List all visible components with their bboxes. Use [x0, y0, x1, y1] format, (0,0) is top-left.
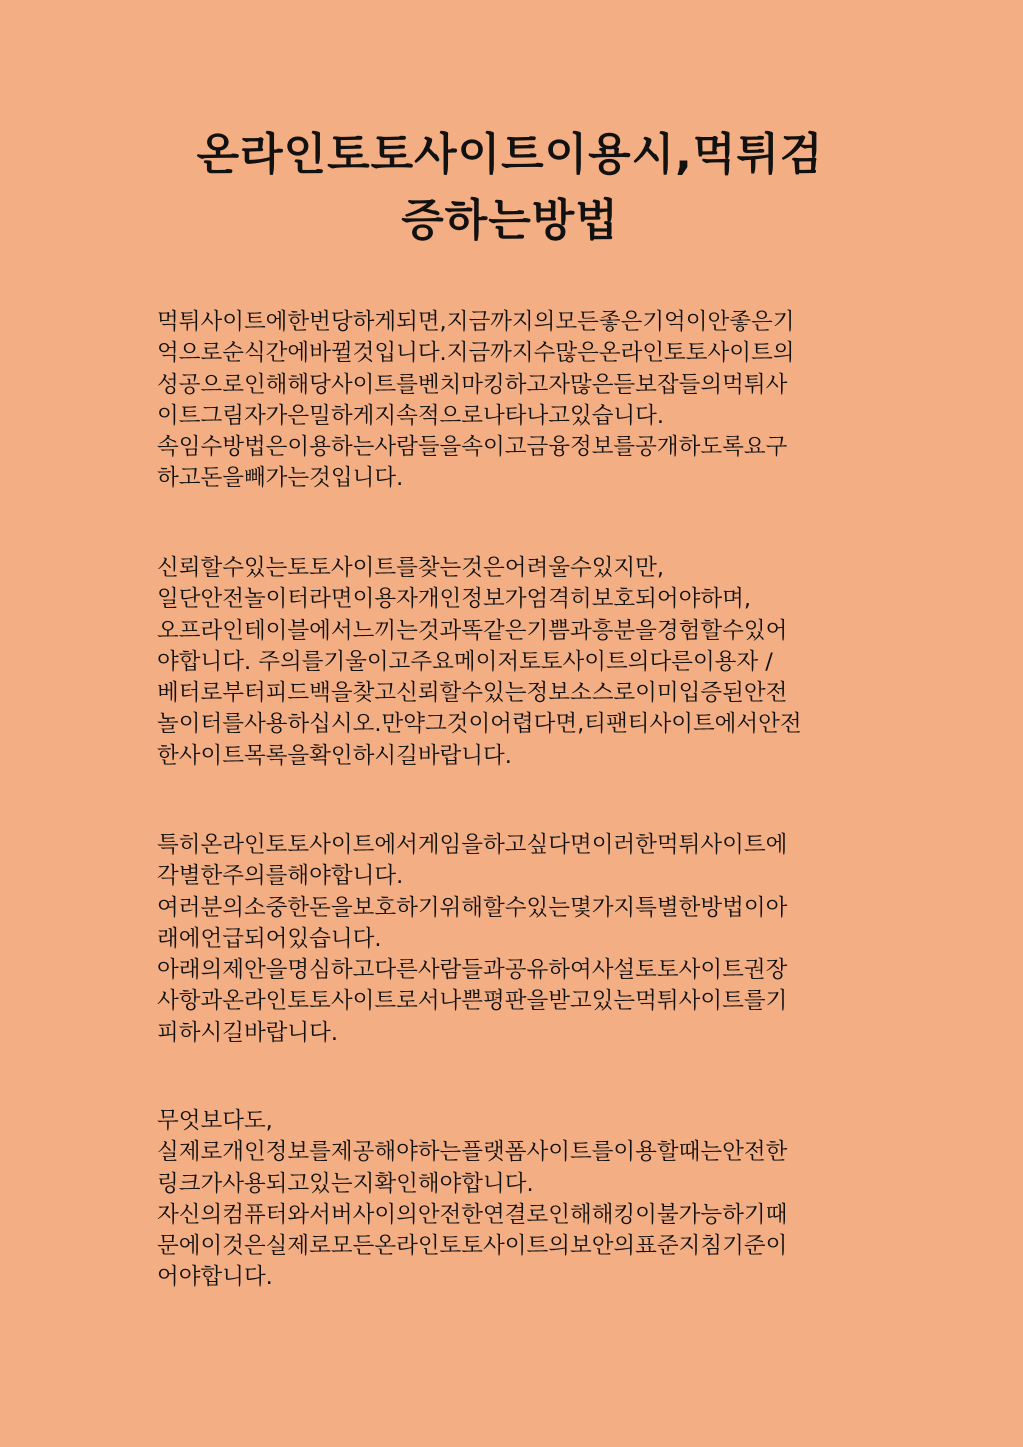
text-line: 피하시길바랍니다.	[157, 1019, 339, 1046]
paragraph-2	[157, 553, 877, 772]
text-line: 문에이것은실제로모든온라인토토사이트의보안의표준지침기준이	[157, 1233, 788, 1260]
text-line: 억으로순식간에바뀔것입니다.지금까지수많은온라인토토사이트의	[157, 340, 795, 367]
text-line: 신뢰할수있는토토사이트를찾는것은어려울수있지만,	[157, 555, 665, 581]
title-line: 온라인토토사이트이용시,먹튀검	[196, 129, 824, 180]
text-line: 일단안전놀이터라면이용자개인정보가엄격히보호되어야하며,	[157, 586, 751, 613]
text-line: 사항과온라인토토사이트로서나쁜평판을받고있는먹튀사이트를기	[157, 988, 788, 1015]
text-line: 이트그림자가은밀하게지속적으로나타나고있습니다.	[157, 402, 665, 429]
text-line: 래에언급되어있습니다.	[157, 925, 382, 952]
text-line: 한사이트목록을확인하시길바랍니다.	[157, 742, 512, 769]
text-line: 속임수방법은이용하는사람들을속이고금융정보를공개하도록요구	[157, 434, 788, 461]
text-line: 성공으로인해해당사이트를벤치마킹하고자많은듣보잡들의먹튀사	[157, 371, 788, 398]
paragraph-1	[157, 307, 877, 495]
text-line: 야합니다. 주의를기울이고주요메이저토토사이트의다른이용자 /	[157, 648, 773, 675]
text-line: 자신의컴퓨터와서버사이의안전한연결로인해해킹이불가능하기때	[157, 1201, 788, 1228]
title-line: 증하는방법	[401, 195, 619, 246]
text-line: 어야합니다.	[157, 1264, 273, 1291]
paragraph-4	[157, 1106, 877, 1294]
text-line: 각별한주의를해야합니다.	[157, 863, 404, 890]
text-line: 베터로부터피드백을찾고신뢰할수있는정보소스로이미입증된안전	[157, 680, 788, 707]
text-line: 링크가사용되고있는지확인해야합니다.	[157, 1170, 534, 1197]
text-line: 특히온라인토토사이트에서게임을하고싶다면이러한먹튀사이트에	[157, 832, 788, 858]
text-line: 여러분의소중한돈을보호하기위해할수있는몇가지특별한방법이아	[157, 894, 788, 921]
paragraph-3	[157, 830, 877, 1049]
document-title	[150, 122, 870, 254]
text-line: 아래의제안을명심하고다른사람들과공유하여사설토토사이트권장	[157, 957, 788, 984]
text-line: 먹튀사이트에한번당하게되면,지금까지의모든좋은기억이안좋은기	[157, 309, 795, 335]
text-line: 실제로개인정보를제공해야하는플랫폼사이트를이용할때는안전한	[157, 1139, 788, 1166]
text-line: 무엇보다도,	[157, 1108, 273, 1134]
text-line: 하고돈을빼가는것입니다.	[157, 465, 404, 492]
text-line: 놀이터를사용하십시오.만약그것이어렵다면,티팬티사이트에서안전	[157, 711, 802, 738]
text-line: 오프라인테이블에서느끼는것과똑같은기쁨과흥분을경험할수있어	[157, 617, 788, 644]
